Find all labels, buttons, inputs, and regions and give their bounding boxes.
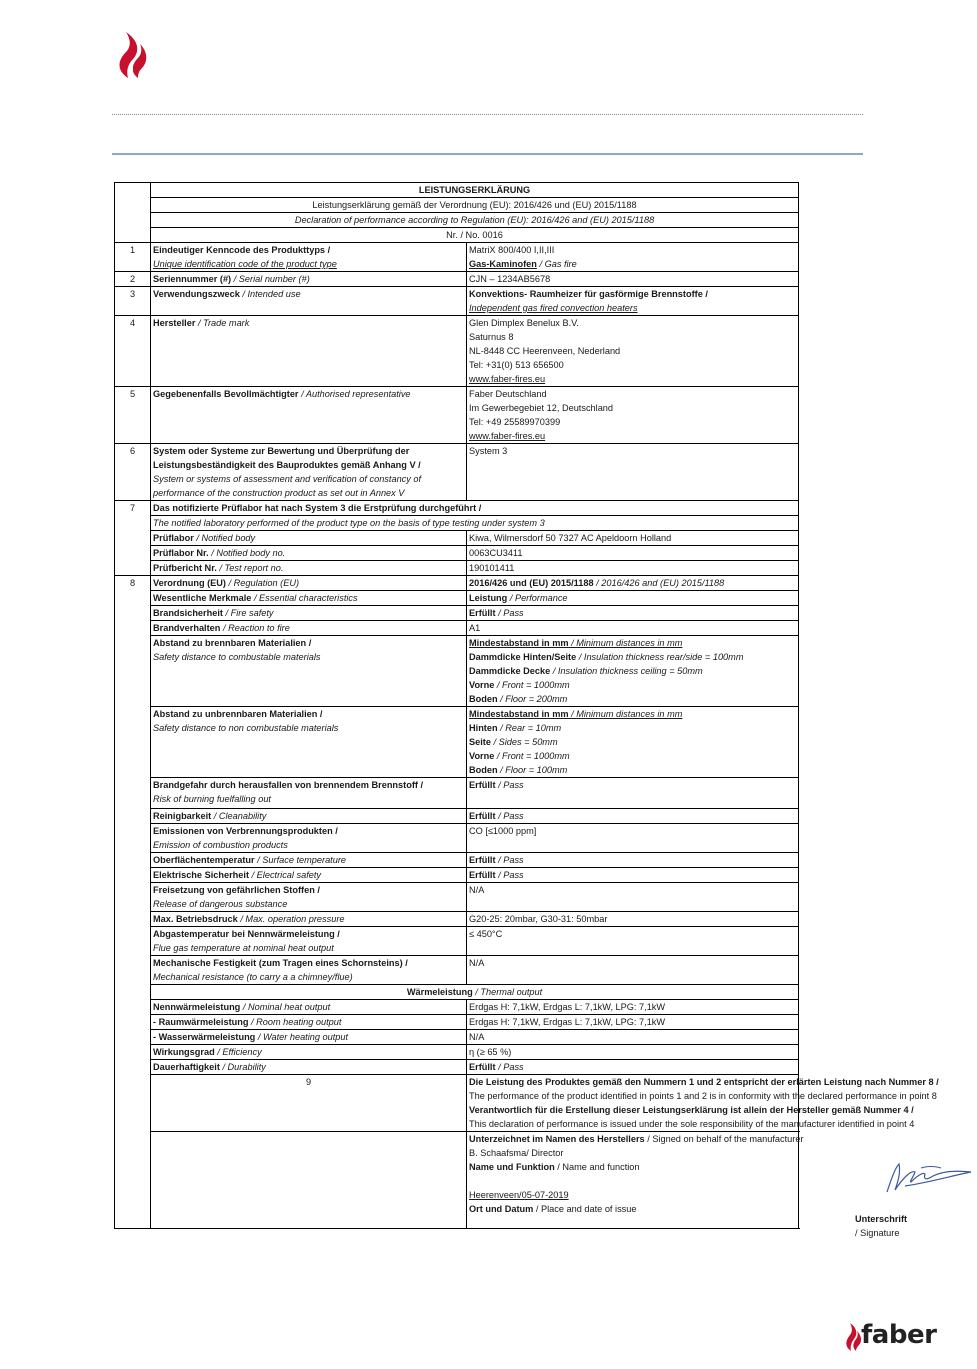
product-code: MatriX 800/400 I,II,III: [469, 245, 555, 255]
surface-temp-value-en: / Pass: [495, 855, 524, 865]
reaction-label-en: / Reaction to fire: [220, 623, 290, 633]
flue-temp-label-en: Flue gas temperature at nominal heat output: [153, 943, 334, 953]
cleanability-label-en: / Cleanability: [211, 811, 267, 821]
representative-address: [467, 387, 799, 444]
durability-value: Erfüllt: [469, 1062, 496, 1072]
faber-brand-logo: [843, 1322, 943, 1352]
label-de: Gegebenenfalls Bevollmächtigter: [153, 389, 299, 399]
signed-label: Unterzeichnet im Namen des Herstellers: [469, 1134, 645, 1144]
pressure-value: G20-25: 20mbar, G30-31: 50mbar: [467, 912, 799, 927]
signature-label: Unterschrift: [855, 1214, 908, 1224]
table-header-row: [115, 183, 799, 198]
fire-safety-label-en: / Fire safety: [222, 608, 274, 618]
noncombustible-head: Mindestabstand in mm: [469, 709, 569, 719]
table-row: [115, 444, 799, 501]
row-number: 2: [115, 272, 151, 287]
document-subtitle-en: Declaration of performance according to Regulation (EU): 2016/426 and (EU) 2015/1188: [151, 213, 799, 228]
responsibility-statement-en: This declaration of performance is issued under the sole responsibility of the manufacturer identified in point 4: [469, 1119, 915, 1129]
notified-body-no-value: 0063CU3411: [467, 546, 799, 561]
combustible-front-en: / Front = 1000mm: [494, 680, 570, 690]
row-number: 4: [115, 316, 151, 387]
notified-body-label: Prüflabor: [153, 533, 194, 543]
address-line: Saturnus 8: [469, 332, 514, 342]
responsibility-statement-de: Verantwortlich für die Erstellung dieser Leistungserklärung ist allein der Hersteller gemäß Nummer 4 /: [469, 1105, 914, 1115]
water-output-label-en: / Water heating output: [255, 1032, 349, 1042]
water-output-label: - Wasserwärmeleistung: [153, 1032, 256, 1042]
characteristics-header-de: Wesentliche Merkmale: [153, 593, 252, 603]
value-cell: [467, 243, 799, 272]
nominal-output-value: Erdgas H: 7,1kW, Erdgas L: 7,1kW, LPG: 7,1kW: [467, 1000, 799, 1015]
label-en: / Serial number (#): [231, 274, 310, 284]
thermal-output-header: Wärmeleistung: [406, 987, 473, 997]
combustible-floor-en: / Floor = 200mm: [497, 694, 568, 704]
signature-label-en: / Signature: [855, 1228, 900, 1238]
fire-safety-label: Brandsicherheit: [153, 608, 223, 618]
electrical-label: Elektrische Sicherheit: [153, 870, 250, 880]
label-cell: [151, 243, 467, 272]
notified-body-no-label: Prüflabor Nr.: [153, 548, 209, 558]
combustible-label-en: Safety distance to combustable materials: [153, 652, 321, 662]
table-row: [115, 1075, 799, 1132]
header-num-cell: [115, 183, 151, 243]
emission-label-en: Emission of combustion products: [153, 840, 288, 850]
label-en: System or systems of assessment and verification of constancy of: [153, 474, 422, 484]
label-de: Das notifizierte Prüflabor hat nach System 3 die Erstprüfung durchgeführt /: [151, 501, 799, 516]
falling-fuel-value-en: / Pass: [495, 780, 524, 790]
label-de: Verwendungszweck: [153, 289, 240, 299]
name-function-label: Name und Funktion: [469, 1162, 555, 1172]
address-line: NL-8448 CC Heerenveen, Nederland: [469, 346, 621, 356]
faber-flame-icon: [843, 1322, 863, 1352]
cleanability-value: Erfüllt: [469, 811, 496, 821]
durability-label: Dauerhaftigkeit: [153, 1062, 220, 1072]
combustible-label: Abstand zu brennbaren Materialien /: [153, 638, 312, 648]
noncombustible-sides-en: / Sides = 50mm: [490, 737, 558, 747]
address-line: Tel: +49 25589970399: [469, 417, 561, 427]
signature-block: [469, 1132, 908, 1238]
fire-safety-value-en: / Pass: [495, 608, 524, 618]
reaction-value: A1: [467, 621, 799, 636]
address-line: Faber Deutschland: [469, 389, 547, 399]
flue-temp-value: ≤ 450°C: [467, 927, 799, 956]
falling-fuel-label: Brandgefahr durch herausfallen von brennendem Brennstoff /: [153, 780, 424, 790]
performance-header-de: Leistung: [469, 593, 508, 603]
combustible-ceiling: Dammdicke Decke: [469, 666, 551, 676]
row-number: 7: [115, 501, 151, 576]
thermal-output-header-en: / Thermal output: [472, 987, 543, 997]
fire-safety-value: Erfüllt: [469, 608, 496, 618]
place-date-label-en: / Place and date of issue: [533, 1204, 637, 1214]
emission-value: CO [≤1000 ppm]: [467, 824, 799, 853]
water-output-value: N/A: [467, 1030, 799, 1045]
table-row: [115, 501, 799, 516]
electrical-value: Erfüllt: [469, 870, 496, 880]
combustible-rear-side-en: / Insulation thickness rear/side = 100mm: [576, 652, 744, 662]
header-blue-rule: [112, 153, 863, 155]
label-en: / Regulation (EU): [226, 578, 300, 588]
regulation-value-en: / 2016/426 and (EU) 2015/1188: [593, 578, 725, 588]
label-de: Verordnung (EU): [153, 578, 226, 588]
noncombustible-front-en: / Front = 1000mm: [494, 751, 570, 761]
brand-wordmark: faber: [861, 1320, 937, 1350]
emission-label: Emissionen von Verbrennungsprodukten /: [153, 826, 338, 836]
regulation-value-de: 2016/426 und (EU) 2015/1188: [469, 578, 594, 588]
performance-header-en: / Performance: [507, 593, 568, 603]
handwritten-signature-icon: [881, 1160, 977, 1196]
place-date-value: Heerenveen/05-07-2019: [469, 1190, 569, 1200]
noncombustible-front: Vorne: [469, 751, 495, 761]
nominal-output-label: Nennwärmeleistung: [153, 1002, 241, 1012]
notified-body-no-label-en: / Notified body no.: [208, 548, 286, 558]
falling-fuel-value: Erfüllt: [469, 780, 496, 790]
row-number: 6: [115, 444, 151, 501]
label-en: / Authorised representative: [298, 389, 411, 399]
table-row: [115, 272, 799, 287]
table-row: [115, 287, 799, 316]
conformity-statement-en: The performance of the product identified in points 1 and 2 is in conformity with the declared performance in point 8: [469, 1091, 937, 1101]
noncombustible-floor-en: / Floor = 100mm: [497, 765, 568, 775]
document-title: LEISTUNGSERKLÄRUNG: [151, 183, 799, 198]
combustible-front: Vorne: [469, 680, 495, 690]
combustible-head: Mindestabstand in mm: [469, 638, 569, 648]
label-de: Seriennummer (#): [153, 274, 232, 284]
test-report-label: Prüfbericht Nr.: [153, 563, 217, 573]
surface-temp-label-en: / Surface temperature: [254, 855, 347, 865]
noncombustible-rear-en: / Rear = 10mm: [497, 723, 562, 733]
conformity-statement-de: Die Leistung des Produktes gemäß den Nummern 1 und 2 entspricht der erlärten Leistung nach Nummer 8 /: [469, 1077, 939, 1087]
label-de: Eindeutiger Kenncode des Produkttyps /: [153, 245, 331, 255]
product-type-en: / Gas fire: [536, 259, 577, 269]
address-line: Im Gewerbegebiet 12, Deutschland: [469, 403, 614, 413]
pressure-label-en: / Max. operation pressure: [237, 914, 345, 924]
notified-body-label-en: / Notified body: [193, 533, 256, 543]
electrical-label-en: / Electrical safety: [249, 870, 322, 880]
serial-number: CJN – 1234AB5678: [467, 272, 799, 287]
test-report-label-en: / Test report no.: [216, 563, 284, 573]
signatory-name: B. Schaafsma/ Director: [469, 1148, 564, 1158]
row-number: 8: [115, 576, 151, 1229]
row-number: 1: [115, 243, 151, 272]
noncombustible-label: Abstand zu unbrennbaren Materialien /: [153, 709, 323, 719]
mechanical-label: Mechanische Festigkeit (zum Tragen eines Schornsteins) /: [153, 958, 408, 968]
intended-use-en: Independent gas fired convection heaters: [469, 303, 638, 313]
header-dotted-rule: [112, 114, 863, 115]
combustible-ceiling-en: / Insulation thickness ceiling = 50mm: [550, 666, 703, 676]
cleanability-label: Reinigbarkeit: [153, 811, 212, 821]
address-line: Tel: +31(0) 513 656500: [469, 360, 564, 370]
table-row: [115, 243, 799, 272]
characteristics-header-en: / Essential characteristics: [251, 593, 358, 603]
signature-row: [115, 1132, 799, 1229]
manufacturer-address: [467, 316, 799, 387]
room-output-value: Erdgas H: 7,1kW, Erdgas L: 7,1kW, LPG: 7,1kW: [467, 1015, 799, 1030]
noncombustible-floor: Boden: [469, 765, 498, 775]
combustible-head-en: / Minimum distances in mm: [568, 638, 683, 648]
name-function-label-en: / Name and function: [554, 1162, 640, 1172]
noncombustible-label-en: Safety distance to non combustable materials: [153, 723, 339, 733]
pressure-label: Max. Betriebsdruck: [153, 914, 238, 924]
surface-temp-value: Erfüllt: [469, 855, 496, 865]
nominal-output-label-en: / Nominal heat output: [240, 1002, 331, 1012]
dangerous-value: N/A: [467, 883, 799, 912]
label-de: Hersteller: [153, 318, 196, 328]
document-subtitle-de: Leistungserklärung gemäß der Verordnung (EU): 2016/426 und (EU) 2015/1188: [151, 198, 799, 213]
document-number: Nr. / No. 0016: [151, 228, 799, 243]
product-type-de: Gas-Kaminofen: [469, 259, 537, 269]
label-en: The notified laboratory performed of the product type on the basis of type testing under system 3: [151, 516, 799, 531]
notified-body-value: Kiwa, Wilmersdorf 50 7327 AC Apeldoorn Holland: [467, 531, 799, 546]
falling-fuel-label-en: Risk of burning fuelfalling out: [153, 794, 271, 804]
surface-temp-label: Oberflächentemperatur: [153, 855, 255, 865]
label-en: performance of the construction product as set out in Annex V: [153, 488, 405, 498]
faber-flame-logo-icon: [112, 30, 152, 80]
noncombustible-sides: Seite: [469, 737, 491, 747]
table-row: [115, 316, 799, 387]
durability-label-en: / Durability: [219, 1062, 266, 1072]
system-value: System 3: [467, 444, 799, 501]
efficiency-value: η (≥ 65 %): [467, 1045, 799, 1060]
efficiency-label-en: / Efficiency: [214, 1047, 262, 1057]
noncombustible-rear: Hinten: [469, 723, 498, 733]
signed-label-en: / Signed on behalf of the manufacturer: [644, 1134, 804, 1144]
row-number: 9: [151, 1075, 467, 1132]
durability-value-en: / Pass: [495, 1062, 524, 1072]
noncombustible-head-en: / Minimum distances in mm: [568, 709, 683, 719]
row-number: 3: [115, 287, 151, 316]
mechanical-label-en: Mechanical resistance (to carry a a chimney/flue): [153, 972, 353, 982]
efficiency-label: Wirkungsgrad: [153, 1047, 215, 1057]
cleanability-value-en: / Pass: [495, 811, 524, 821]
reaction-label: Brandverhalten: [153, 623, 221, 633]
combustible-rear-side: Dammdicke Hinten/Seite: [469, 652, 577, 662]
dangerous-label: Freisetzung von gefährlichen Stoffen /: [153, 885, 320, 895]
label-en: / Intended use: [239, 289, 301, 299]
table-row: [115, 576, 799, 591]
room-output-label: - Raumwärmeleistung: [153, 1017, 249, 1027]
website-link[interactable]: www.faber-fires.eu: [469, 374, 546, 384]
electrical-value-en: / Pass: [495, 870, 524, 880]
label-de: System oder Systeme zur Bewertung und Überprüfung der: [153, 446, 410, 456]
combustible-floor: Boden: [469, 694, 498, 704]
place-date-label: Ort und Datum: [469, 1204, 534, 1214]
mechanical-value: N/A: [467, 956, 799, 985]
row-number: 5: [115, 387, 151, 444]
label-de: Leistungsbeständigkeit des Bauproduktes gemäß Anhang V /: [153, 460, 421, 470]
test-report-value: 190101411: [467, 561, 799, 576]
address-line: Glen Dimplex Benelux B.V.: [469, 318, 579, 328]
dangerous-label-en: Release of dangerous substance: [153, 899, 288, 909]
table-row: [115, 387, 799, 444]
flue-temp-label: Abgastemperatur bei Nennwärmeleistung /: [153, 929, 340, 939]
intended-use-de: Konvektions- Raumheizer für gasförmige Brennstoffe /: [469, 289, 708, 299]
label-en: / Trade mark: [195, 318, 250, 328]
declaration-table: [114, 182, 939, 1238]
label-en: Unique identification code of the product type: [153, 259, 337, 269]
room-output-label-en: / Room heating output: [248, 1017, 342, 1027]
website-link[interactable]: www.faber-fires.eu: [469, 431, 546, 441]
